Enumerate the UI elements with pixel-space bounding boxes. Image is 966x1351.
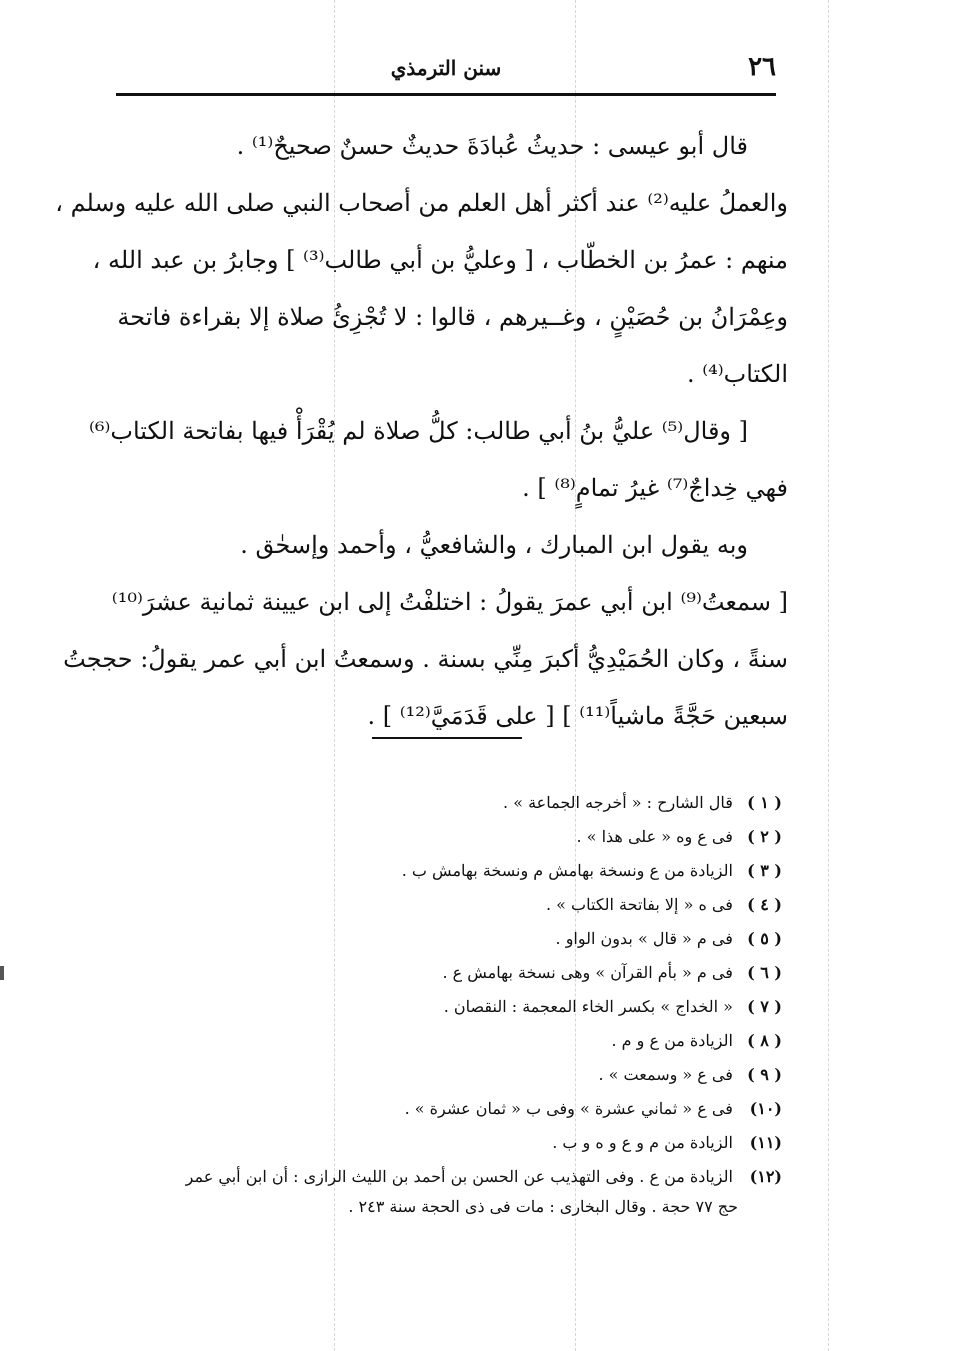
- footnote-text: قال الشارح : « أخرجه الجماعة » .: [503, 793, 733, 812]
- text-line: الكتاب⁽⁴⁾ .: [686, 360, 788, 388]
- footnote: [116, 1160, 782, 1194]
- footnote-separator: [372, 737, 522, 739]
- text-line: قال أبو عيسى : حديثُ عُبادَةَ حديثٌ حسنٌ صحيحٌ⁽¹⁾ .: [236, 132, 748, 160]
- header-rule: [116, 93, 776, 96]
- footnote-text: حج ٧٧ حجة . وقال البخارى : مات فى ذى الحجة سنة ٢٤٣ .: [348, 1197, 738, 1216]
- page-number: ٢٦: [748, 52, 776, 82]
- footnote-number: ( ١ ): [747, 793, 782, 812]
- footnote-text: فى م « قال » بدون الواو .: [555, 929, 733, 948]
- footnote-number: (١١): [749, 1133, 782, 1152]
- footnote: [116, 854, 782, 888]
- footnote-text: فى ع « وسمعت » .: [598, 1065, 733, 1084]
- footnote-text: الزيادة من ع و م .: [611, 1031, 733, 1050]
- footnotes: [116, 786, 782, 1224]
- footnote-text: فى ع « ثماني عشرة » وفى ب « ثمان عشرة » .: [404, 1099, 733, 1118]
- text-line: سبعين حَجَّةً ماشياً⁽¹¹⁾ ] [ على قَدَمَيَّ⁽¹²⁾ ] .: [367, 702, 788, 730]
- text-line: منهم : عمرُ بن الخطّاب ، [ وعليُّ بن أبي طالب⁽³⁾ ] وجابرُ بن عبد الله ،: [92, 246, 788, 274]
- footnote-number: ( ٧ ): [747, 997, 782, 1016]
- footnote-text: الزيادة من ع . وفى التهذيب عن الحسن بن أحمد بن الليث الرازى : أن ابن أبي عمر: [185, 1167, 733, 1186]
- scan-guide-line: [828, 0, 829, 1351]
- text-line: [ سمعتُ⁽⁹⁾ ابن أبي عمرَ يقولُ : اختلفْتُ إلى ابن عيينة ثمانية عشرَ⁽¹⁰⁾: [111, 588, 788, 616]
- scan-edge-mark: [0, 966, 4, 980]
- footnote: [116, 820, 782, 854]
- text-line: والعملُ عليه⁽²⁾ عند أكثر أهل العلم من أصحاب النبي صلى الله عليه وسلم ،: [55, 189, 788, 217]
- footnote-text: « الخداج » بكسر الخاء المعجمة : النقصان .: [443, 997, 733, 1016]
- footnote-text: فى ع وه « على هذا » .: [576, 827, 733, 846]
- footnote-number: ( ٨ ): [747, 1031, 782, 1050]
- footnote-number: ( ٤ ): [747, 895, 782, 914]
- footnote: [116, 1058, 782, 1092]
- footnote-number: ( ٥ ): [747, 929, 782, 948]
- text-line: وعِمْرَانُ بن حُصَيْنٍ ، وغــيرهم ، قالوا : لا تُجْزِئُ صلاة إلا بقراءة فاتحة: [117, 303, 788, 331]
- footnote: [116, 922, 782, 956]
- footnote-continuation: [116, 1190, 782, 1224]
- text-line: سنةً ، وكان الحُمَيْدِيُّ أكبرَ مِنِّي بسنة . وسمعتُ ابن أبي عمر يقولُ: حججتُ: [63, 645, 788, 673]
- footnote-text: الزيادة من ع ونسخة بهامش م ونسخة بهامش ب .: [401, 861, 733, 880]
- footnote-number: (١٢): [749, 1167, 782, 1186]
- footnote: [116, 990, 782, 1024]
- footnote-number: ( ٦ ): [747, 963, 782, 982]
- footnote-number: (١٠): [749, 1099, 782, 1118]
- book-title: سنن الترمذي: [390, 56, 502, 80]
- footnote-number: ( ٢ ): [747, 827, 782, 846]
- text-line: [ وقال⁽⁵⁾ عليُّ بنُ أبي طالب: كلُّ صلاة لم يُقْرَأْ فيها بفاتحة الكتاب⁽⁶⁾: [88, 417, 748, 445]
- footnote: [116, 1126, 782, 1160]
- main-text: [55, 118, 788, 745]
- footnote: [116, 786, 782, 820]
- footnote: [116, 1024, 782, 1058]
- text-line: فهي خِداجٌ⁽⁷⁾ غيرُ تمامٍ⁽⁸⁾ ] .: [522, 474, 788, 502]
- footnote-text: الزيادة من م و ع و ه و ب .: [552, 1133, 733, 1152]
- footnote-number: ( ٣ ): [747, 861, 782, 880]
- footnote-text: فى ه « إلا بفاتحة الكتاب » .: [546, 895, 733, 914]
- footnote: [116, 1092, 782, 1126]
- footnote: [116, 956, 782, 990]
- footnote: [116, 888, 782, 922]
- text-line: وبه يقول ابن المبارك ، والشافعيُّ ، وأحمد وإسحٰق .: [240, 531, 748, 559]
- page-header: [116, 52, 776, 88]
- footnote-text: فى م « بأم القرآن » وهى نسخة بهامش ع .: [442, 963, 733, 982]
- footnote-number: ( ٩ ): [747, 1065, 782, 1084]
